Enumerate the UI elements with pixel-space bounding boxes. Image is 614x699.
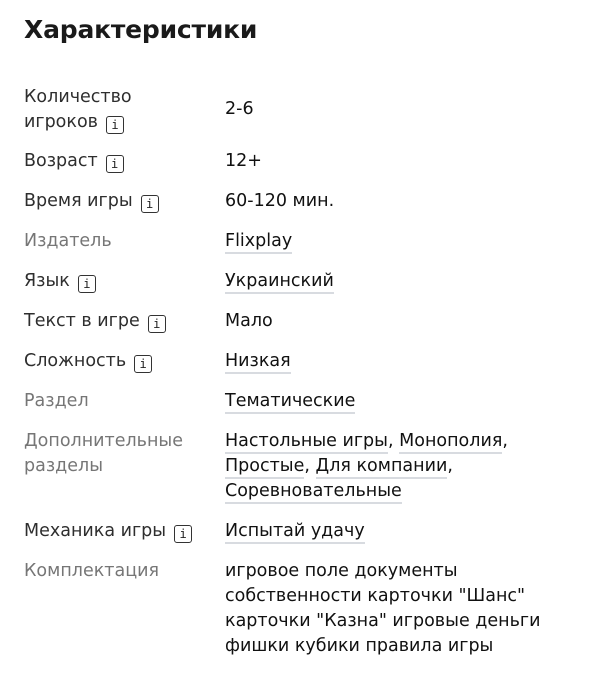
complexity-link[interactable]: Низкая [225, 351, 291, 374]
info-icon[interactable]: i [106, 155, 124, 173]
row-value: 12+ [225, 151, 262, 171]
row-value [225, 269, 590, 294]
label-text: игроков [24, 112, 98, 132]
row-value [225, 429, 590, 504]
label-text: Сложность [24, 351, 127, 371]
category-link[interactable]: Соревновательные [225, 481, 402, 504]
row-category [24, 389, 590, 429]
row-label: Раздел [24, 391, 89, 411]
row-language [24, 269, 590, 309]
row-value: 60-120 мин. [225, 191, 335, 211]
category-link[interactable]: Тематические [225, 391, 355, 414]
info-icon[interactable]: i [174, 525, 192, 543]
row-label [24, 83, 225, 135]
info-icon[interactable]: i [134, 355, 152, 373]
category-link[interactable]: Для компании [316, 456, 448, 479]
separator: , [447, 456, 453, 476]
row-label [24, 429, 225, 479]
row-complexity [24, 349, 590, 389]
row-value: игровое поле документы собственности карточки "Шанс" карточки "Казна" игровые деньги фишки кубики правила игры [225, 561, 541, 656]
category-link[interactable]: Простые [225, 456, 304, 479]
section-title: Характеристики [24, 15, 258, 44]
separator: , [502, 431, 508, 451]
row-contents [24, 559, 590, 659]
row-value [225, 519, 590, 544]
row-label [24, 349, 225, 374]
row-value [225, 389, 590, 414]
label-text: Количество [24, 87, 132, 107]
publisher-link[interactable]: Flixplay [225, 231, 292, 254]
row-label [24, 519, 225, 544]
row-additional-categories [24, 429, 590, 519]
mechanics-link[interactable]: Испытай удачу [225, 521, 365, 544]
row-players [24, 83, 590, 149]
row-label: Комплектация [24, 561, 160, 581]
label-text: Механика игры [24, 521, 167, 541]
row-mechanics [24, 519, 590, 559]
category-link[interactable]: Настольные игры [225, 431, 388, 454]
label-text: Текст в игре [24, 311, 140, 331]
category-link[interactable]: Монополия [399, 431, 502, 454]
row-label [24, 269, 225, 294]
row-label [24, 149, 225, 174]
label-text: Возраст [24, 151, 98, 171]
info-icon[interactable]: i [106, 116, 124, 134]
info-icon[interactable]: i [78, 275, 96, 293]
label-text: Дополнительные [24, 431, 184, 451]
label-text: Язык [24, 271, 70, 291]
row-play-time [24, 189, 590, 229]
info-icon[interactable]: i [141, 195, 159, 213]
row-label [24, 309, 225, 334]
separator: , [304, 456, 310, 476]
language-link[interactable]: Украинский [225, 271, 334, 294]
separator: , [388, 431, 394, 451]
row-text-in-game [24, 309, 590, 349]
row-value: Мало [225, 311, 273, 331]
characteristics-list [24, 83, 590, 659]
row-value [225, 229, 590, 254]
row-label: Издатель [24, 231, 112, 251]
row-label [24, 189, 225, 214]
label-text: Время игры [24, 191, 133, 211]
label-text: разделы [24, 456, 104, 476]
row-age [24, 149, 590, 189]
row-value: 2-6 [225, 99, 254, 119]
row-value [225, 349, 590, 374]
row-publisher [24, 229, 590, 269]
info-icon[interactable]: i [148, 315, 166, 333]
